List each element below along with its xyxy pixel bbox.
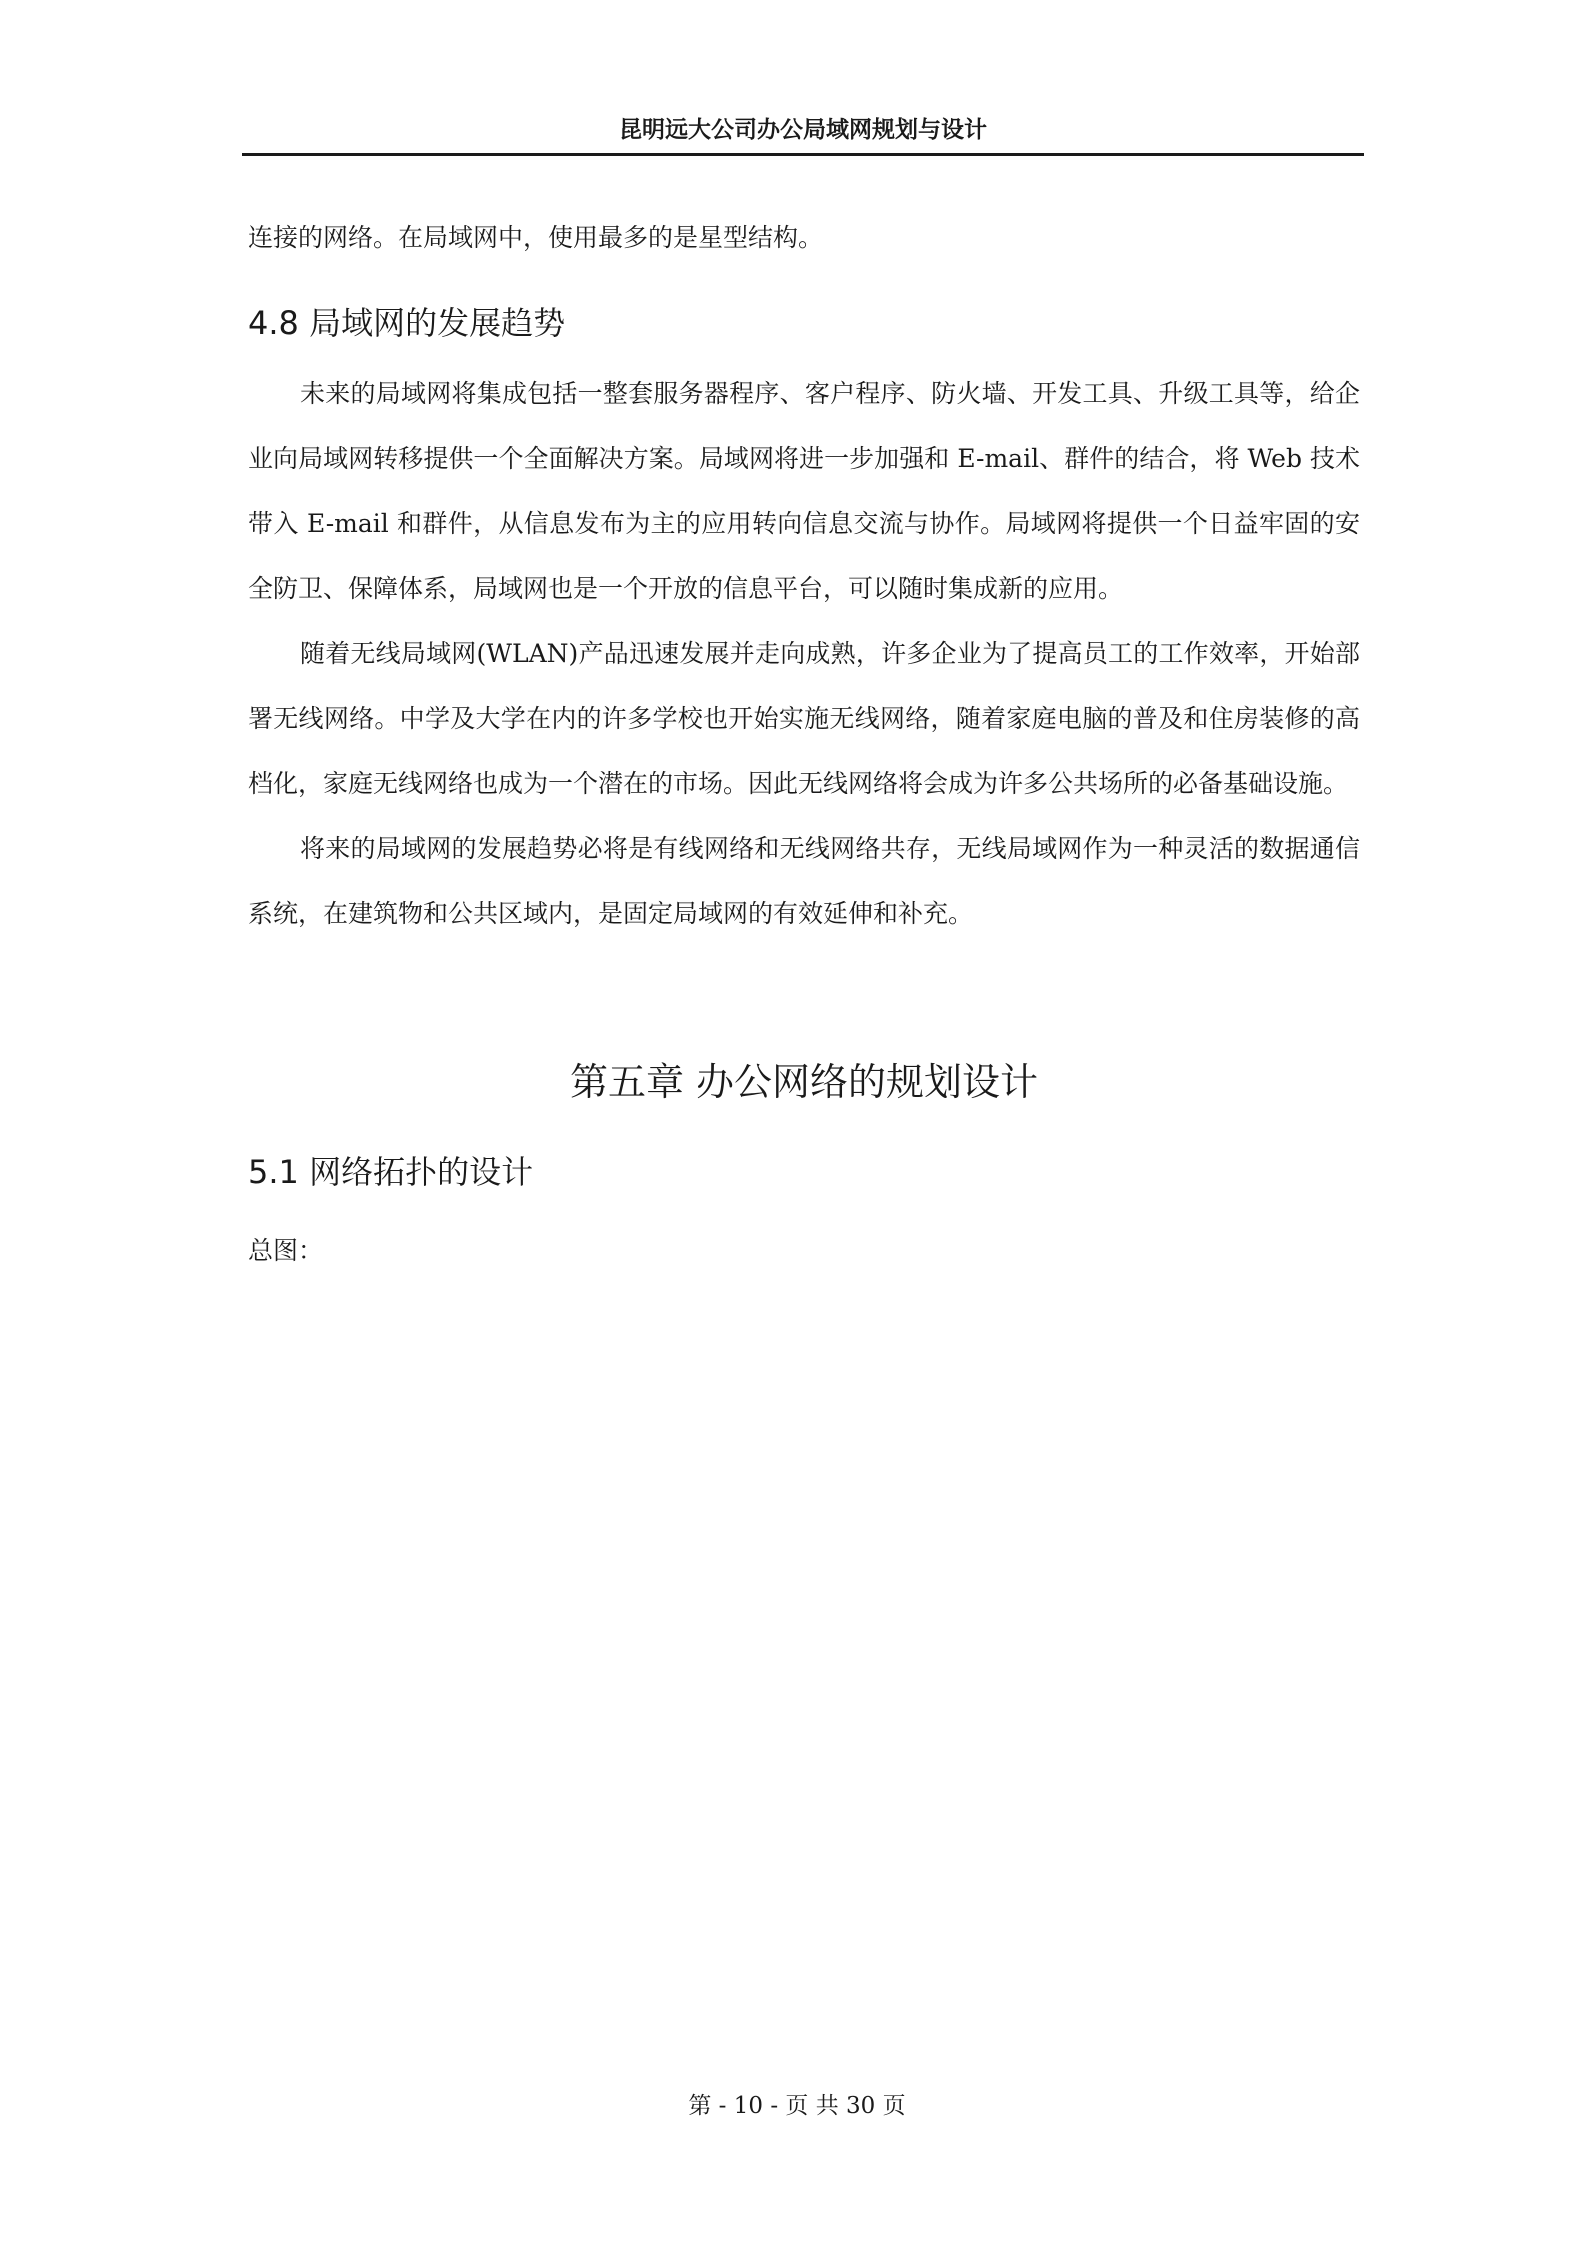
overview-diagram-label: 总图： — [248, 1236, 324, 1265]
chapter-5-title: 第五章 办公网络的规划设计 — [569, 1060, 1039, 1104]
intro-line: 连接的网络。在局域网中，使用最多的是星型结构。 — [248, 223, 824, 252]
page-number: 第 - 10 - 页 共 30 页 — [688, 2093, 906, 2119]
section-4-8-paragraph-1: 未来的局域网将集成包括一整套服务器程序、客户程序、防火墙、开发工具、升级工具等，给企业向局域网转移提供一个全面解决方案。局域网将进一步加强和 E-mail、群件的结合，将 Web 技术带入 E-mail 和群件，从信息发布为主的应用转向信息交流与协作。局域网将提供一个日益牢固的安全防卫、保障体系，局域网也是一个开放的信息平台，可以随时集成新的应用。 — [248, 379, 1360, 603]
page-header: 昆明远大公司办公局域网规划与设计 — [242, 112, 1364, 156]
section-4-8-paragraph-3: 将来的局域网的发展趋势必将是有线网络和无线网络共存，无线局域网作为一种灵活的数据通信系统，在建筑物和公共区域内，是固定局域网的有效延伸和补充。 — [248, 834, 1360, 928]
section-4-8-heading: 4.8 局域网的发展趋势 — [248, 304, 566, 342]
section-4-8-paragraph-2: 随着无线局域网(WLAN)产品迅速发展并走向成熟，许多企业为了提高员工的工作效率，开始部署无线网络。中学及大学在内的许多学校也开始实施无线网络，随着家庭电脑的普及和住房装修的高档化，家庭无线网络也成为一个潜在的市场。因此无线网络将会成为许多公共场所的必备基础设施。 — [248, 639, 1360, 798]
section-5-1-heading: 5.1 网络拓扑的设计 — [248, 1153, 534, 1191]
page-content — [248, 205, 1360, 1283]
page-footer — [0, 2090, 1594, 2122]
